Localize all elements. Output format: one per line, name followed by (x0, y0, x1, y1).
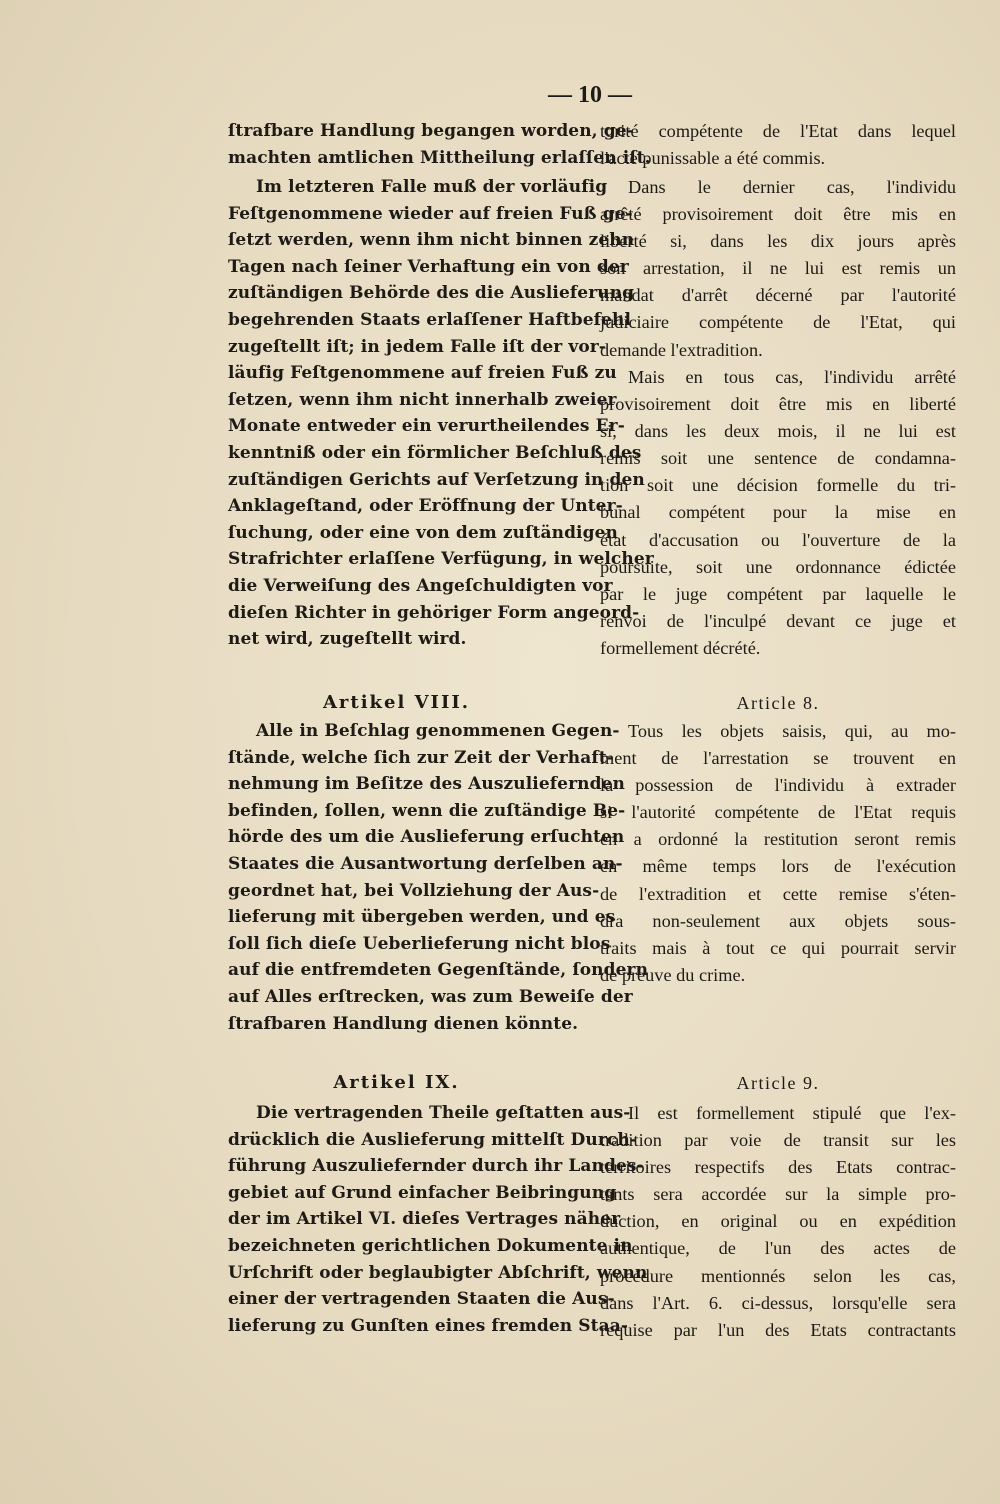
text-line: traits mais à tout ce qui pourrait servir (600, 937, 956, 958)
text-line: Tous les objets saisis, qui, au mo- (628, 721, 956, 741)
text-line: de preuve du crime. (600, 964, 746, 985)
text-line: si l'autorité compétente de l'Etat requis (600, 802, 956, 823)
text-line: tradition par voie de transit sur les (600, 1130, 956, 1151)
text-line: duction, en original ou en expédition (600, 1211, 956, 1232)
text-line: poursuite, soit une ordonnance édictée (600, 556, 956, 577)
text-line: judiciaire compétente de l'Etat, qui (600, 312, 956, 333)
page-number: — 10 — (548, 82, 632, 108)
text-line: die Verweiſung des Angeſchuldigten vor (228, 575, 613, 596)
text-line: de l'extradition et cette remise s'éten- (600, 883, 956, 904)
text-line: Feſtgenommene wieder auf freien Fuß ge- (228, 203, 633, 224)
french-paragraph-4 (600, 718, 956, 989)
text-line: auf die entfremdeten Gegenſtände, ſondern (228, 960, 649, 981)
german-heading-article-8 (228, 690, 565, 717)
text-line: provisoirement doit être mis en liberté (600, 394, 956, 415)
text-line: Dans le dernier cas, l'individu (628, 177, 956, 197)
german-paragraph-2 (228, 174, 654, 653)
text-line: la possession de l'individu à extrader (600, 775, 956, 796)
text-line: mandat d'arrêt décerné par l'autorité (600, 285, 956, 306)
text-line: machten amtlichen Mittheilung erlaſſen iſt. (228, 147, 651, 168)
text-line: torité compétente de l'Etat dans lequel (600, 121, 956, 141)
german-paragraph-3 (228, 718, 649, 1037)
text-line: Alle in Beſchlag genommenen Gegen- (256, 721, 620, 741)
text-line: en même temps lors de l'exécution (600, 856, 956, 877)
text-line: drücklich die Auslieferung mittelſt Durch- (228, 1129, 637, 1150)
text-line: authentique, de l'un des actes de (600, 1238, 956, 1259)
german-article-9-heading: Artikel IX. (333, 1072, 460, 1093)
german-paragraph-4 (228, 1100, 648, 1339)
text-line: Strafrichter erlaſſene Verfügung, in welcher (228, 549, 654, 570)
text-line: lieferung zu Gunſten eines fremden Staa- (228, 1315, 628, 1336)
text-line: ſetzt werden, wenn ihm nicht binnen zehn (228, 230, 635, 251)
text-line: Monate entweder ein verurtheilendes Er- (228, 416, 625, 437)
german-heading-article-9 (228, 1070, 565, 1097)
french-heading-article-9 (600, 1070, 956, 1097)
text-line: Im letzteren Falle muß der vorläufig (256, 177, 608, 197)
text-line: si, dans les deux mois, il ne lui est (600, 421, 956, 442)
text-line: dra non-seulement aux objets sous- (600, 910, 956, 931)
german-article-8-heading: Artikel VIII. (322, 692, 471, 713)
text-line: Il est formellement stipulé que l'ex- (628, 1103, 956, 1123)
text-line: nehmung im Beſitze des Auszuliefernden (228, 774, 625, 795)
text-line: tants sera accordée sur la simple pro- (600, 1184, 956, 1205)
text-line: bezeichneten gerichtlichen Dokumente in (228, 1235, 633, 1256)
text-line: ment de l'arrestation se trouvent en (600, 748, 956, 769)
text-line: arrêté provisoirement doit être mis en (600, 204, 956, 225)
french-paragraph-5 (600, 1100, 956, 1344)
french-paragraph-2 (600, 174, 956, 364)
text-line: Mais en tous cas, l'individu arrêté (628, 367, 956, 387)
french-heading-article-8 (600, 690, 956, 717)
text-line: dieſen Richter in gehöriger Form angeord- (228, 602, 640, 623)
text-line: Anklageſtand, oder Eröffnung der Unter- (228, 496, 623, 517)
french-paragraph-1 (600, 118, 956, 172)
text-line: état d'accusation ou l'ouverture de la (600, 529, 956, 550)
text-line: zugeſtellt iſt; in jedem Falle iſt der vor- (228, 336, 606, 357)
text-line: gebiet auf Grund einfacher Beibringung (228, 1182, 617, 1203)
text-line: bunal compétent pour la mise en (600, 502, 956, 523)
text-line: liberté si, dans les dix jours après (600, 231, 956, 252)
text-line: en a ordonné la restitution seront remis (600, 829, 956, 850)
text-line: requise par l'un des Etats contractants (600, 1319, 956, 1340)
text-line: ſuchung, oder eine von dem zuſtändigen (228, 522, 618, 543)
text-line: geordnet hat, bei Vollziehung der Aus- (228, 880, 600, 901)
text-line: territoires respectifs des Etats contrac- (600, 1157, 956, 1178)
text-line: führung Auszuliefernder durch ihr Landes- (228, 1156, 644, 1177)
text-line: Die vertragenden Theile geſtatten aus- (256, 1103, 631, 1123)
text-line: der im Artikel VI. dieſes Vertrages näher (228, 1209, 621, 1230)
text-line: ſtrafbaren Handlung dienen könnte. (228, 1013, 579, 1034)
text-line: Staates die Ausantwortung derſelben an- (228, 853, 623, 874)
text-line: demande l'extradition. (600, 339, 763, 360)
text-line: dans l'Art. 6. ci-dessus, lorsqu'elle sera (600, 1292, 956, 1313)
text-line: befinden, ſollen, wenn die zuſtändige Be- (228, 800, 626, 821)
french-article-8-heading: Article 8. (736, 693, 820, 713)
text-line: zuſtändigen Gerichts auf Verſetzung in den (228, 469, 645, 490)
text-line: begehrenden Staats erlaſſener Haftbefehl (228, 309, 632, 330)
french-article-9-heading: Article 9. (736, 1073, 820, 1093)
text-line: lieferung mit übergeben werden, und es (228, 907, 616, 928)
text-line: l'acte punissable a été commis. (600, 148, 826, 169)
text-line: net wird, zugeſtellt wird. (228, 629, 467, 650)
text-line: zuſtändigen Behörde des die Auslieferung (228, 283, 635, 304)
french-paragraph-3 (600, 364, 956, 662)
german-paragraph-1 (228, 118, 651, 171)
text-line: Tagen nach ſeiner Verhaftung ein von der (228, 256, 629, 277)
text-line: procédure mentionnés selon les cas, (600, 1265, 956, 1286)
text-line: renvoi de l'inculpé devant ce juge et (600, 610, 956, 631)
text-line: par le juge compétent par laquelle le (600, 583, 956, 604)
text-line: ſtände, welche ſich zur Zeit der Verhaft- (228, 747, 614, 768)
text-line: ſetzen, wenn ihm nicht innerhalb zweier (228, 389, 617, 410)
text-line: läufig Feſtgenommene auf freien Fuß zu (228, 363, 617, 384)
text-line: tion soit une décision formelle du tri- (600, 475, 956, 496)
text-line: einer der vertragenden Staaten die Aus- (228, 1289, 615, 1310)
text-line: ſtrafbare Handlung begangen worden, ge- (228, 121, 634, 141)
text-line: son arrestation, il ne lui est remis un (600, 258, 956, 279)
text-line: formellement décrété. (600, 637, 761, 658)
text-line: remis soit une sentence de condamna- (600, 448, 956, 469)
text-line: kenntniß oder ein förmlicher Beſchluß des (228, 442, 642, 463)
text-line: auf Alles erſtrecken, was zum Beweiſe der (228, 986, 633, 1007)
text-line: hörde des um die Auslieferung erſuchten (228, 827, 625, 848)
text-line: ſoll ſich dieſe Ueberlieferung nicht blos (228, 933, 611, 954)
text-line: Urſchrift oder beglaubigter Abſchrift, wenn (228, 1262, 648, 1283)
